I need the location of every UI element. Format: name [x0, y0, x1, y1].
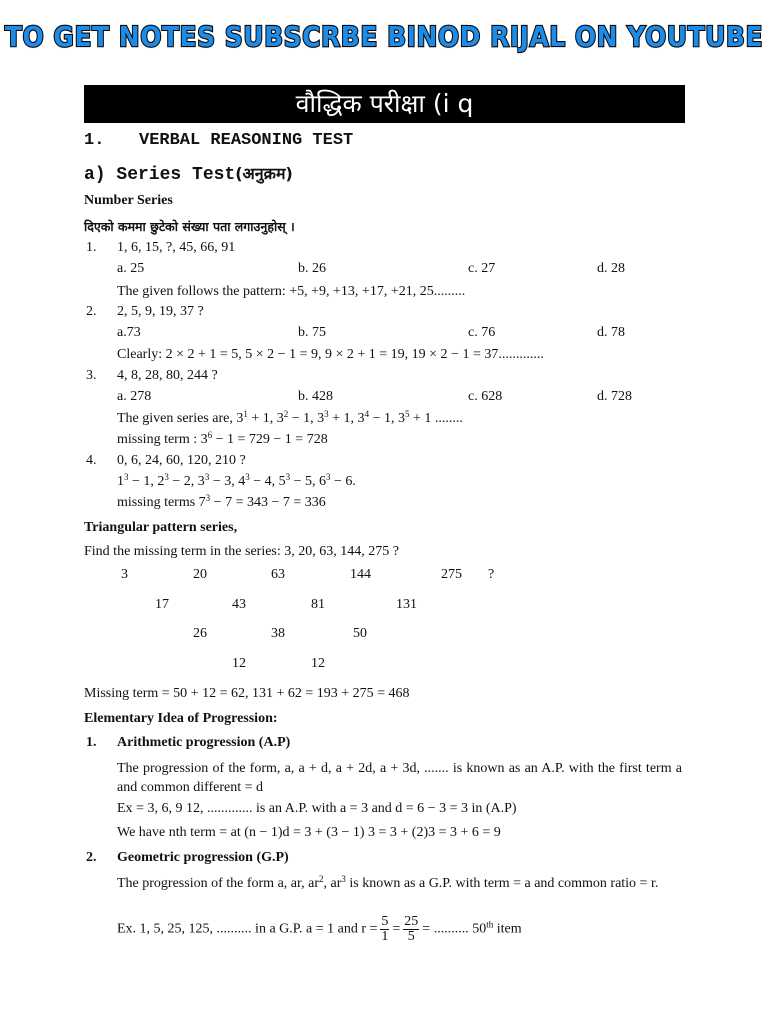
title-bar: [84, 85, 685, 123]
q1-number: 1.: [86, 240, 97, 255]
ap-title: Arithmetic progression (A.P): [117, 735, 291, 750]
gp-definition: The progression of the form a, ar, $ar^2$, $ar^3$ is known as a G.P. with term = a and common ratio = r.: [117, 874, 659, 891]
subsection-label: a) Series Test: [84, 165, 236, 185]
gp-example: Ex. 1, 5, 25, 125, .......... in a G.P. a = 1 and r = $\frac{5}{1}$ = $\frac{25}{5}$ = .......... 50th item: [117, 914, 522, 944]
q1-option-b: b. 26: [298, 261, 326, 276]
triangle-row2-cell: 43: [232, 597, 246, 612]
triangle-row4-cell: 12: [232, 656, 246, 671]
triangular-answer: Missing term = 50 + 12 = 62, 131 + 62 = 193 + 275 = 468: [84, 686, 410, 701]
fraction-25-over-5: $\frac{25}{5}$: [404, 914, 419, 944]
triangle-row2-cell: 81: [311, 597, 325, 612]
ap-number: 1.: [86, 735, 97, 750]
q3-number: 3.: [86, 368, 97, 383]
progression-heading: Elementary Idea of Progression:: [84, 711, 278, 726]
triangle-row1-cell: 144: [350, 567, 371, 582]
q1-option-a: a. 25: [117, 261, 145, 276]
triangle-row3-cell: 50: [353, 626, 367, 641]
q4-text: 0, 6, 24, 60, 120, 210 ?: [117, 453, 246, 468]
ap-nth-term: We have nth term = at (n − 1)d = 3 + (3 − 1) 3 = 3 + (2)3 = 3 + 6 = 9: [117, 825, 501, 840]
triangle-row1-cell: 63: [271, 567, 285, 582]
q3-option-b: b. 428: [298, 389, 333, 404]
q4-missing-term: missing terms $7^3 - 7 = 343 - 7 = 336$: [117, 493, 326, 510]
q2-option-b: b. 75: [298, 325, 326, 340]
triangle-row1-cell: 20: [193, 567, 207, 582]
triangle-row2-cell: 17: [155, 597, 169, 612]
q2-note: Clearly: 2 × 2 + 1 = 5, 5 × 2 − 1 = 9, 9 × 2 + 1 = 19, 19 × 2 − 1 = 37.............: [117, 347, 544, 362]
triangle-row1-cell: ?: [488, 567, 495, 582]
youtube-banner: TO GET NOTES SUBSCRBE BINOD RIJAL ON YOUTUBE: [4, 20, 764, 53]
triangle-row1-cell: 3: [121, 567, 128, 582]
q2-number: 2.: [86, 304, 97, 319]
q2-option-d: d. 78: [597, 325, 625, 340]
instruction-text: दिएको कममा छुटेको संख्या पता लगाउनुहोस् ।: [84, 219, 295, 234]
ap-example: Ex = 3, 6, 9 12, ............. is an A.P. with a = 3 and d = 6 − 3 = 3 in (A.P): [117, 801, 517, 816]
q2-option-a: a.73: [117, 325, 141, 340]
q3-note: The given series are, $3^1 + 1$, $3^2 - 1$, $3^3 + 1$, $3^4 - 1$, $3^5 + 1$ ........: [117, 409, 463, 426]
q3-text: 4, 8, 28, 80, 244 ?: [117, 368, 218, 383]
number-series-heading: Number Series: [84, 193, 173, 208]
gp-number: 2.: [86, 850, 97, 865]
q1-option-c: c. 27: [468, 261, 496, 276]
page-title: वौद्धिक परीक्षा (i q: [295, 89, 474, 118]
section-number: 1.: [84, 131, 105, 150]
triangle-row3-cell: 38: [271, 626, 285, 641]
q3-option-d: d. 728: [597, 389, 632, 404]
gp-title: Geometric progression (G.P): [117, 850, 289, 865]
triangular-heading: Triangular pattern series,: [84, 520, 238, 535]
ap-definition: The progression of the form, a, a + d, a + 2d, a + 3d, ....... is known as an A.P. with the first term a and common different = d: [117, 761, 682, 795]
triangle-row1-cell: 275: [441, 567, 462, 582]
triangle-row3-cell: 26: [193, 626, 207, 641]
triangle-row2-cell: 131: [396, 597, 417, 612]
subsection-devanagari: (अनुक्रम): [235, 164, 293, 183]
q2-text: 2, 5, 9, 19, 37 ?: [117, 304, 204, 319]
q1-option-d: d. 28: [597, 261, 625, 276]
q3-option-c: c. 628: [468, 389, 503, 404]
fraction-5-over-1: $\frac{5}{1}$: [381, 914, 389, 944]
q4-number: 4.: [86, 453, 97, 468]
q1-note: The given follows the pattern: +5, +9, +13, +17, +21, 25.........: [117, 284, 466, 299]
q2-option-c: c. 76: [468, 325, 496, 340]
q3-option-a: a. 278: [117, 389, 152, 404]
q4-cubes: $1^3 - 1$, $2^3 - 2$, $3^3 - 3$, $4^3 - 4$, $5^3 - 5$, $6^3 - 6$.: [117, 472, 356, 489]
triangle-row4-cell: 12: [311, 656, 325, 671]
subsection-heading: [84, 162, 293, 185]
q1-text: 1, 6, 15, ?, 45, 66, 91: [117, 240, 236, 255]
triangular-question: Find the missing term in the series: 3, 20, 63, 144, 275 ?: [84, 544, 399, 559]
section-heading: VERBAL REASONING TEST: [139, 131, 354, 150]
q3-missing-term: missing term : $3^6 - 1 = 729 - 1 = 728$: [117, 430, 328, 447]
